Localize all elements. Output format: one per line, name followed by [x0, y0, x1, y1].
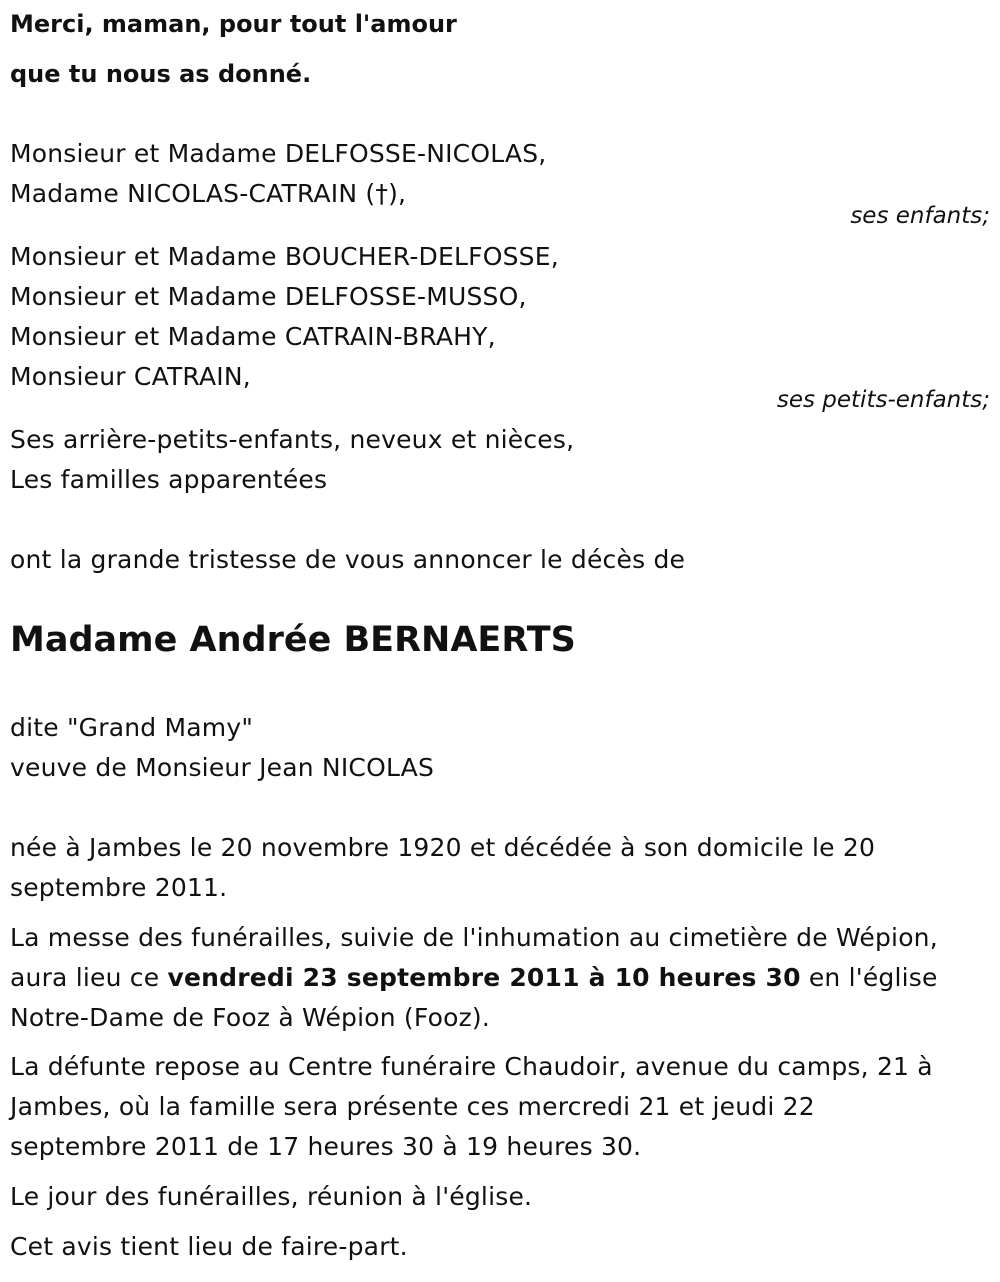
- grandchild-name-2: Monsieur et Madame DELFOSSE-MUSSO,: [10, 282, 527, 311]
- child-name-2: Madame NICOLAS-CATRAIN (†),: [10, 179, 407, 208]
- repose-line-2: Jambes, où la famille sera présente ces mercredi 21 et jeudi 22: [10, 1092, 815, 1121]
- funeral-mass-paragraph: [10, 918, 990, 1038]
- child-name-1: Monsieur et Madame DELFOSSE-NICOLAS,: [10, 139, 547, 168]
- mass-line-2: [10, 958, 990, 998]
- birth-death-line-2: septembre 2011.: [10, 873, 228, 902]
- children-label: ses enfants;: [850, 203, 990, 229]
- birth-death-line-1: née à Jambes le 20 novembre 1920 et décédée à son domicile le 20: [10, 833, 876, 862]
- repose-line-1: La défunte repose au Centre funéraire Chaudoir, avenue du camps, 21 à: [10, 1052, 933, 1081]
- mass-line-1: La messe des funérailles, suivie de l'inhumation au cimetière de Wépion,: [10, 923, 938, 952]
- funeral-date-time: vendredi 23 septembre 2011 à 10 heures 30: [167, 963, 801, 992]
- other-relatives-line-1: Ses arrière-petits-enfants, neveux et nièces,: [10, 425, 575, 454]
- grandchild-name-3: Monsieur et Madame CATRAIN-BRAHY,: [10, 322, 496, 351]
- notice-statement: Cet avis tient lieu de faire-part.: [10, 1232, 408, 1261]
- heading-line-2: que tu nous as donné.: [10, 60, 312, 88]
- mass-line-2-end: en l'église: [800, 963, 938, 992]
- mass-line-2-intro: aura lieu ce: [10, 963, 168, 992]
- deceased-name: Madame Andrée BERNAERTS: [10, 620, 576, 660]
- grandchild-name-1: Monsieur et Madame BOUCHER-DELFOSSE,: [10, 242, 559, 271]
- repose-line-3: septembre 2011 de 17 heures 30 à 19 heures 30.: [10, 1132, 642, 1161]
- announcement: ont la grande tristesse de vous annoncer le décès de: [10, 545, 686, 574]
- grandchild-name-4: Monsieur CATRAIN,: [10, 362, 251, 391]
- birth-death-paragraph: [10, 828, 990, 908]
- grandchildren-label: ses petits-enfants;: [776, 387, 990, 413]
- other-relatives-line-2: Les familles apparentées: [10, 465, 328, 494]
- heading-line-1: Merci, maman, pour tout l'amour: [10, 10, 457, 38]
- repose-paragraph: [10, 1047, 990, 1167]
- deceased-nickname: dite "Grand Mamy": [10, 713, 254, 742]
- mass-line-3: Notre-Dame de Fooz à Wépion (Fooz).: [10, 1003, 490, 1032]
- meeting-info: Le jour des funérailles, réunion à l'église.: [10, 1182, 533, 1211]
- deceased-widow: veuve de Monsieur Jean NICOLAS: [10, 753, 435, 782]
